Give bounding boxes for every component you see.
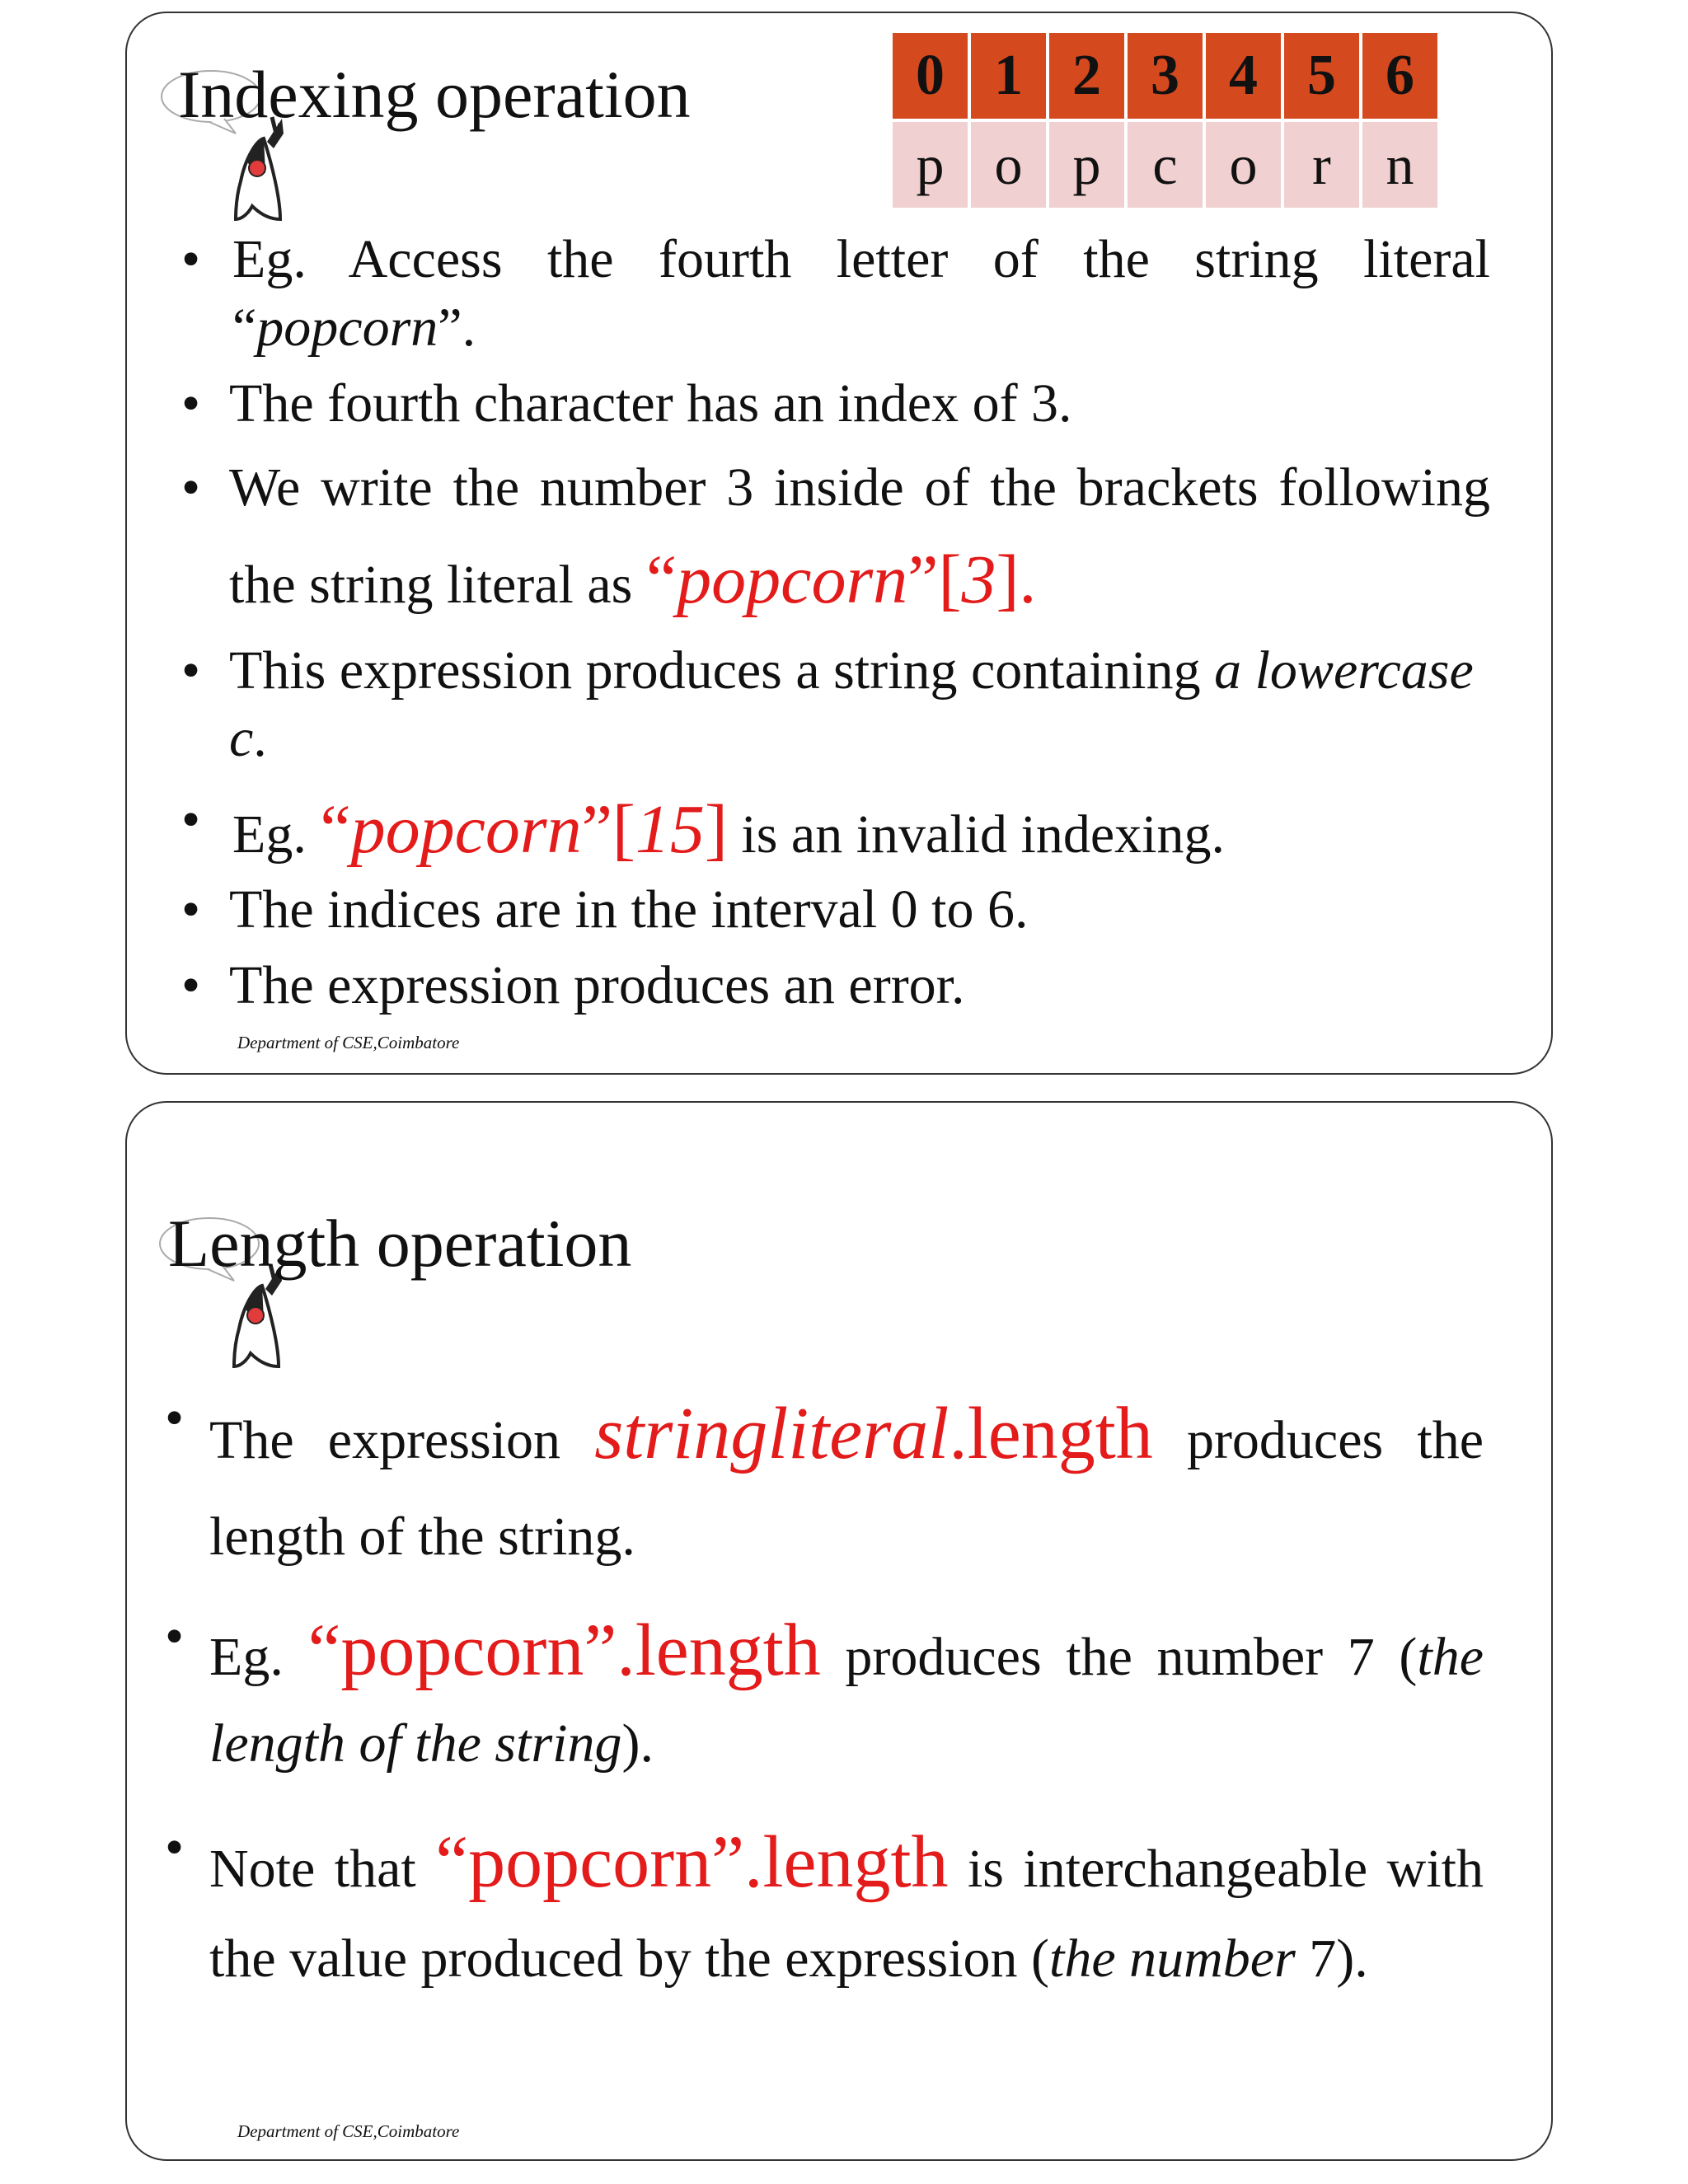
index-expression [320, 791, 728, 868]
slide-body [165, 1375, 1484, 1999]
sub-bullet-item [181, 370, 1490, 438]
bullet-dot: • [181, 640, 201, 701]
length-expression: “popcorn”.length [435, 1821, 949, 1903]
slide-footer: Department of CSE,Coimbatore [237, 1033, 460, 1052]
quote-open: “ [232, 297, 257, 358]
index-cell: 5 [1284, 33, 1359, 119]
string-literal: popcorn [350, 790, 582, 868]
index-value: 15 [635, 790, 705, 868]
expression-italic: stringliteral [594, 1393, 950, 1474]
index-cell: 4 [1206, 33, 1281, 119]
bullet-dot: • [165, 1388, 185, 1448]
quote-close: ” [581, 790, 612, 868]
bullet-text: produces the length of the string. [209, 1410, 1484, 1567]
bullet-text: The fourth character has an index of 3. [229, 373, 1072, 434]
quote-open: “ [320, 790, 351, 868]
bullet-text: We write the number 3 inside of the brackets following the string literal as [229, 457, 1490, 615]
index-cell: 6 [1362, 33, 1437, 119]
bullet-dot: • [165, 1816, 185, 1877]
bracket-close: ] [704, 790, 728, 868]
sub-bullet-item [181, 952, 1490, 1020]
sub-bullet-item [181, 876, 1490, 944]
quote-open: “ [645, 541, 678, 618]
bullet-item [165, 1597, 1484, 1783]
quote-close: ” [907, 541, 939, 618]
quote-close: ”. [438, 297, 476, 358]
bracket-open: [ [612, 790, 635, 868]
bullet-end: . [253, 708, 267, 768]
bullet-dot: • [181, 879, 201, 940]
slide-title: Indexing operation [178, 57, 691, 132]
bracket-close: ]. [996, 541, 1037, 618]
char-row [893, 122, 1437, 208]
bullet-italic: the length of the string [209, 1626, 1484, 1774]
bullet-text: The expression produces an error. [229, 955, 965, 1015]
slide-body [181, 226, 1490, 1020]
bullet-text: Eg. Access the fourth letter of the string literal [232, 229, 1490, 289]
index-cell: 3 [1128, 33, 1203, 119]
bullet-text: is an invalid indexing. [741, 804, 1225, 865]
length-expression [594, 1393, 1153, 1474]
slide-length [125, 1101, 1553, 2161]
bullet-dot: • [165, 1605, 185, 1666]
index-table [889, 30, 1441, 211]
index-expression [646, 541, 1037, 618]
slide-footer: Department of CSE,Coimbatore [237, 2121, 460, 2141]
char-cell: o [971, 122, 1046, 208]
char-cell: p [893, 122, 968, 208]
bullet-dot: • [181, 457, 201, 518]
bullet-text: The expression [209, 1410, 561, 1470]
bullet-dot: • [181, 955, 201, 1015]
bullet-end: 7). [1309, 1928, 1368, 1989]
expression-property: .length [949, 1393, 1153, 1474]
bullet-italic: a lowercase c [229, 640, 1474, 768]
index-cell: 1 [971, 33, 1046, 119]
bullet-text: produces the number 7 ( [845, 1626, 1418, 1687]
bullet-text: is interchangeable with the value produced by the expression ( [209, 1838, 1484, 1989]
bullet-end: ). [621, 1713, 654, 1774]
index-cell: 2 [1049, 33, 1124, 119]
length-expression: “popcorn”.length [307, 1609, 821, 1691]
bullet-text: The indices are in the interval 0 to 6. [229, 879, 1029, 940]
string-literal: popcorn [256, 297, 438, 358]
bullet-dot: • [181, 373, 201, 434]
index-cell: 0 [893, 33, 968, 119]
sub-bullet-item [181, 447, 1490, 632]
bullet-item [181, 786, 1490, 873]
char-cell: p [1049, 122, 1124, 208]
bullet-italic: the number [1049, 1928, 1296, 1989]
bullet-text: Eg. [232, 804, 307, 865]
char-cell: o [1206, 122, 1281, 208]
index-value: 3 [961, 541, 996, 618]
char-cell: n [1362, 122, 1437, 208]
index-row [893, 33, 1437, 119]
slide-title: Length operation [168, 1206, 632, 1281]
bullet-item [181, 226, 1490, 362]
bullet-dot: • [181, 789, 201, 850]
char-cell: r [1284, 122, 1359, 208]
slide-indexing [125, 12, 1553, 1075]
bullet-dot: • [181, 229, 201, 289]
sub-bullet-item [181, 637, 1490, 773]
bullet-item [165, 1807, 1484, 1999]
char-cell: c [1128, 122, 1203, 208]
bullet-item [165, 1375, 1484, 1581]
string-literal: popcorn [677, 541, 908, 618]
bullet-text: This expression produces a string containing [229, 640, 1201, 701]
bullet-text: Eg. [209, 1626, 284, 1687]
bullet-text: Note that [209, 1838, 416, 1899]
bracket-open: [ [938, 541, 962, 618]
